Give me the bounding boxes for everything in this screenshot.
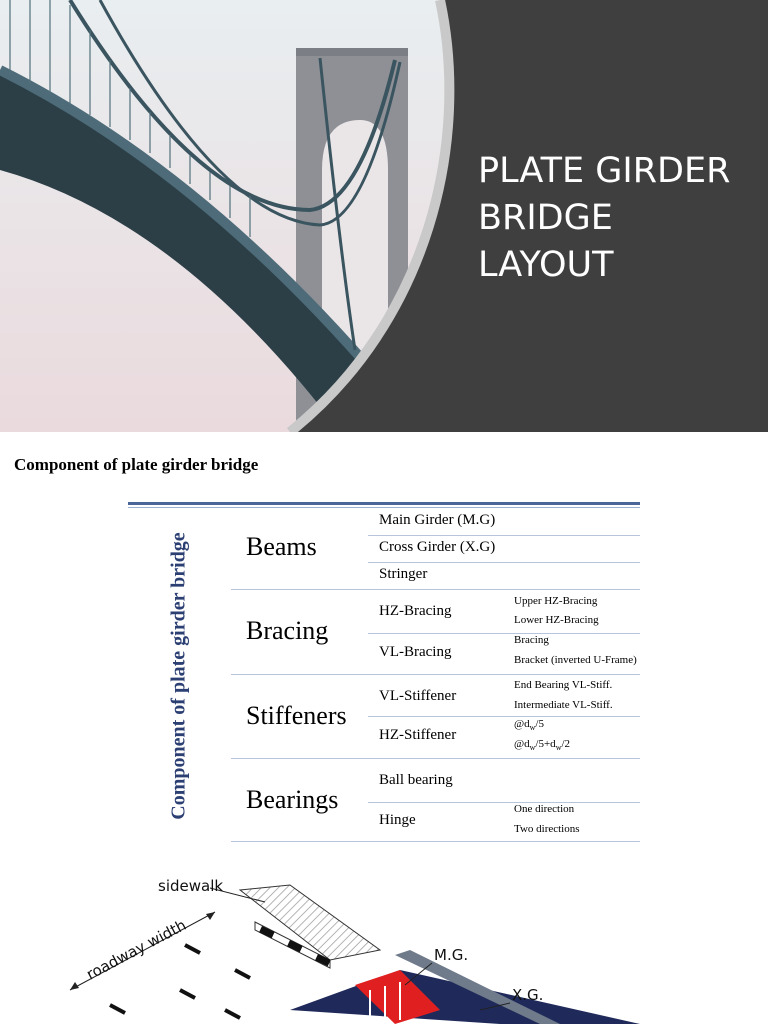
detail-end-bearing-stiff: End Bearing VL-Stiff. — [514, 679, 613, 691]
item-cross-girder: Cross Girder (X.G) — [379, 539, 496, 555]
title-banner — [0, 0, 768, 432]
category-divider — [231, 674, 640, 675]
item-vl-bracing: VL-Bracing — [379, 644, 452, 660]
detail-lower-hz-bracing: Lower HZ-Bracing — [514, 614, 599, 626]
row-divider — [368, 716, 640, 717]
row-divider — [368, 535, 640, 536]
table-vertical-label: Component of plate girder bridge — [167, 532, 190, 820]
row-divider — [368, 633, 640, 634]
item-hinge: Hinge — [379, 812, 416, 828]
title-line: BRIDGE — [478, 198, 613, 238]
category-bearings: Bearings — [246, 785, 339, 814]
category-divider — [231, 589, 640, 590]
item-hz-bracing: HZ-Bracing — [379, 603, 452, 619]
detail-bracing: Bracing — [514, 634, 549, 646]
label-sidewalk: sidewalk — [158, 877, 224, 895]
category-stiffeners: Stiffeners — [246, 701, 347, 730]
section-heading: Component of plate girder bridge — [14, 455, 259, 474]
item-stringer: Stringer — [379, 566, 428, 582]
slide-title — [478, 148, 758, 289]
bridge-layout-diagram — [0, 860, 768, 1024]
category-beams: Beams — [246, 532, 317, 561]
detail-hz-stiff-position-1: $@d_w/5$ — [514, 718, 544, 733]
title-line: PLATE GIRDER — [478, 151, 731, 191]
item-vl-stiffener: VL-Stiffener — [379, 688, 457, 704]
label-cross-girder: X.G. — [512, 986, 544, 1004]
sidewalk-strip — [240, 885, 380, 960]
detail-hz-stiff-position-2: $@d_w/5+d_w/2$ — [514, 738, 571, 753]
row-divider — [368, 562, 640, 563]
category-divider — [231, 758, 640, 759]
detail-bracket: Bracket (inverted U-Frame) — [514, 654, 637, 666]
bridge-isometric-drawing — [0, 860, 768, 1024]
detail-one-direction: One direction — [514, 803, 575, 815]
row-divider — [368, 802, 640, 803]
item-ball-bearing: Ball bearing — [379, 772, 453, 788]
component-table — [128, 502, 640, 842]
detail-two-directions: Two directions — [514, 823, 580, 835]
table-top-rule — [128, 507, 640, 508]
detail-upper-hz-bracing: Upper HZ-Bracing — [514, 595, 598, 607]
detail-intermediate-stiff: Intermediate VL-Stiff. — [514, 699, 613, 711]
item-hz-stiffener: HZ-Stiffener — [379, 727, 457, 743]
category-bracing: Bracing — [246, 616, 329, 645]
item-main-girder: Main Girder (M.G) — [379, 512, 496, 528]
table-top-rule — [128, 502, 640, 505]
table-bottom-rule — [231, 841, 640, 842]
label-main-girder: M.G. — [434, 946, 469, 964]
label-roadway-width: roadway width — [83, 915, 190, 984]
title-line: LAYOUT — [478, 245, 614, 285]
